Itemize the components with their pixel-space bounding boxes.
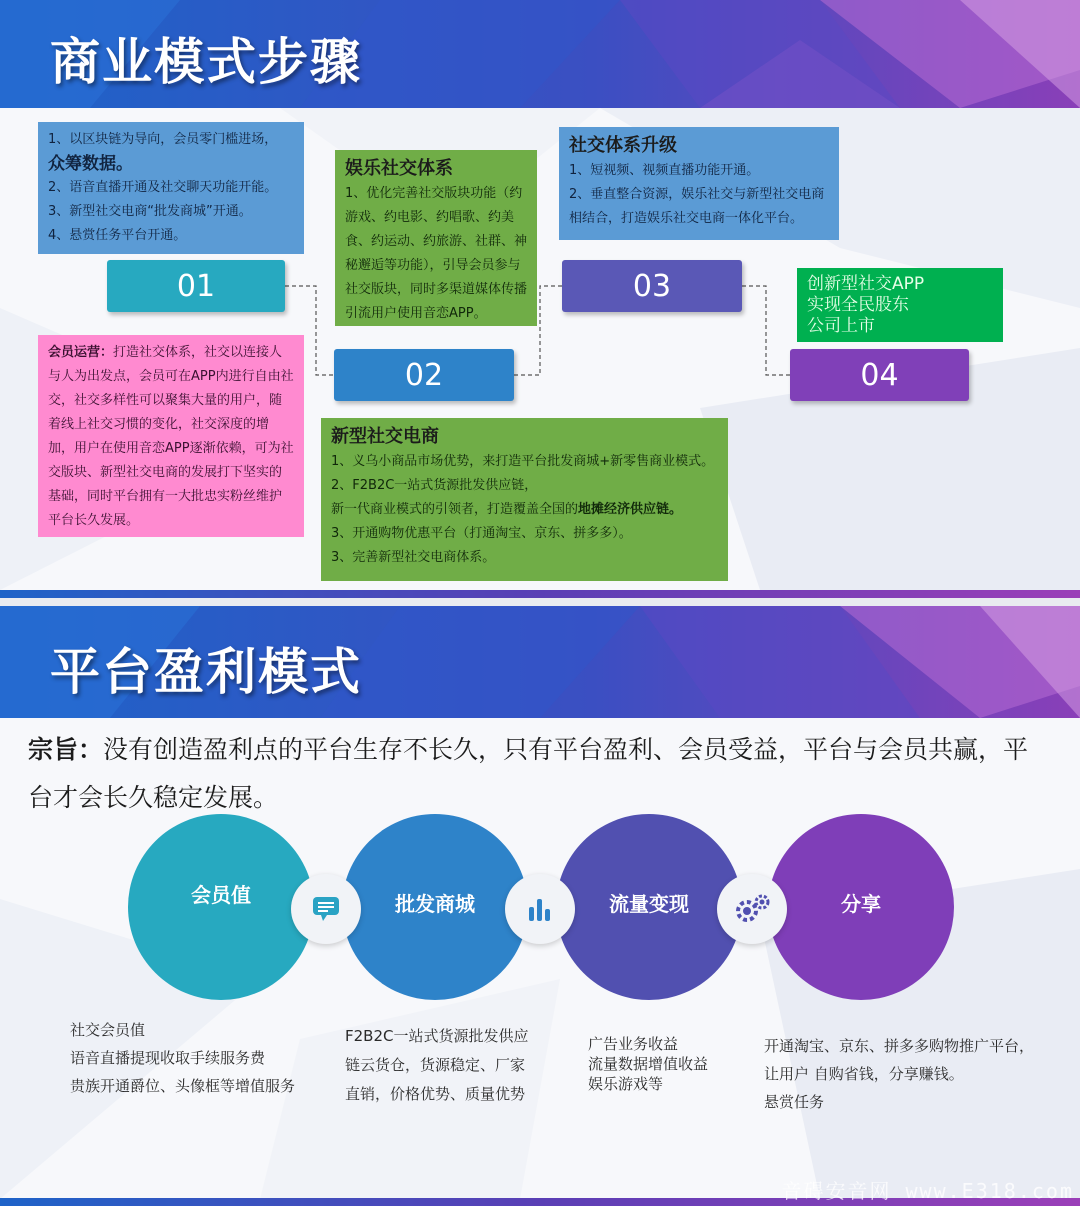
- description-line: 链云货仓，货源稳定、厂家: [345, 1056, 526, 1074]
- description-line: 开通淘宝、京东、拼多多购物推广平台，: [764, 1037, 1035, 1055]
- member-operation-body: 打造社交体系，社交以连接人与人为出发点，会员可在APP内进行自由社交，社交多样性可以聚集大量的用户，随着线上社交习惯的变化，社交深度的增加，用户在使用音恋APP逐渐依赖，可为社交版块、新型社交电商的发展打下坚实的基础，同时平台拥有一大批忠实粉丝维护平台长久发展。: [48, 345, 294, 528]
- chat-icon: [291, 874, 361, 944]
- phase-one-line-1: 1、以区块链为导向，会员零门槛进场，: [48, 132, 278, 147]
- description-line: 语音直播提现收取手续服务费: [70, 1049, 266, 1067]
- social-upgrade-line-1: 1、短视频、视频直播功能开通。: [569, 163, 760, 178]
- circle-label: 会员值: [191, 882, 251, 907]
- phase-one-line-4: 4、悬赏任务平台开通。: [48, 228, 187, 243]
- phase-one-line-2: 2、语音直播开通及社交聊天功能开能。: [48, 180, 278, 195]
- slide-business-model-steps: [0, 0, 1080, 598]
- goal-line-1: 创新型社交APP: [807, 274, 925, 294]
- description-line: 贵族开通爵位、头像框等增值服务: [70, 1077, 296, 1095]
- step-01-badge: 01: [107, 260, 285, 312]
- step-04-badge: 04: [790, 349, 969, 401]
- social-ecommerce-line-4: 3、开通购物优惠平台（打通淘宝、京东、拼多多）。: [331, 526, 632, 541]
- description-line: 流量数据增值收益: [588, 1055, 709, 1073]
- description-line: 让用户 自购省钱，分享赚钱。: [764, 1065, 964, 1083]
- bottom-strip: [0, 590, 1080, 598]
- share-description: [764, 1032, 1054, 1116]
- phase-one-crowdfund: 众筹数据。: [48, 154, 133, 174]
- circle-wholesale-mall: [342, 814, 528, 1000]
- circle-label: 批发商城: [395, 891, 475, 916]
- watermark: 音碍安音网 www.E318.com: [781, 1179, 1074, 1203]
- phase-one-line-3: 3、新型社交电商“批发商城”开通。: [48, 204, 252, 219]
- member-operation-label: 会员运营：: [48, 345, 114, 360]
- goal-line-2: 实现全民股东: [807, 295, 909, 315]
- entertainment-social-body: 1、优化完善社交版块功能（约游戏、约电影、约唱歌、约美食、约运动、约旅游、社群、神秘邂逅等功能），引导会员参与社交版块，同时多渠道媒体传播引流用户使用音恋APP。: [345, 186, 528, 321]
- wholesale-mall-description: [345, 1022, 555, 1109]
- phase-one-box: [38, 122, 304, 254]
- social-ecommerce-box: [321, 418, 728, 581]
- tenet-label: 宗旨：: [28, 735, 104, 764]
- social-ecommerce-line-2: 2、F2B2C一站式货源批发供应链，: [331, 478, 538, 493]
- step-03-badge: 03: [562, 260, 742, 312]
- traffic-monetization-description: [588, 1034, 708, 1094]
- member-operation-box: [38, 335, 304, 537]
- description-line: 广告业务收益: [588, 1035, 679, 1053]
- circle-label: 流量变现: [609, 891, 689, 916]
- bar-chart-icon: [505, 874, 575, 944]
- circle-label: 分享: [841, 891, 881, 916]
- social-ecommerce-line-5: 3、完善新型社交电商体系。: [331, 550, 496, 565]
- member-value-description: [70, 1016, 295, 1100]
- description-line: F2B2C一站式货源批发供应: [345, 1027, 529, 1045]
- social-upgrade-line-2: 2、垂直整合资源，娱乐社交与新型社交电商相结合，打造娱乐社交电商一体化平台。: [569, 187, 825, 226]
- description-line: 直销，价格优势、质量优势: [345, 1085, 526, 1103]
- slide-profit-model: [0, 606, 1080, 1206]
- header-band: [0, 606, 1080, 718]
- description-line: 娱乐游戏等: [588, 1075, 664, 1093]
- gears-icon: [717, 874, 787, 944]
- description-line: 社交会员值: [70, 1021, 146, 1039]
- description-line: 悬赏任务: [764, 1093, 825, 1111]
- social-upgrade-box: [559, 127, 839, 240]
- tenet-text: 没有创造盈利点的平台生存不长久，只有平台盈利、会员受益，平台与会员共赢，平台才会长久稳定发展。: [28, 735, 1029, 812]
- circle-traffic-monetization: [556, 814, 742, 1000]
- goal-box: [797, 268, 1003, 342]
- slide-title: 平台盈利模式: [50, 643, 362, 701]
- entertainment-social-box: [335, 150, 537, 326]
- social-ecommerce-heading: 新型社交电商: [331, 426, 439, 447]
- social-upgrade-heading: 社交体系升级: [569, 135, 677, 156]
- circle-share: [768, 814, 954, 1000]
- slide-gap: [0, 598, 1080, 606]
- entertainment-social-heading: 娱乐社交体系: [345, 158, 453, 179]
- social-ecommerce-line-3a: 新一代商业模式的引领者，打造覆盖全国的: [331, 502, 579, 517]
- tenet-statement: [28, 726, 1038, 822]
- social-ecommerce-line-3b: 地摊经济供应链。: [578, 502, 683, 517]
- goal-line-3: 公司上市: [807, 316, 875, 336]
- circle-member-value: [128, 814, 314, 1000]
- social-ecommerce-line-1: 1、义乌小商品市场优势，来打造平台批发商城+新零售商业模式。: [331, 454, 715, 469]
- step-02-badge: 02: [334, 349, 514, 401]
- slide-title: 商业模式步骤: [50, 33, 362, 91]
